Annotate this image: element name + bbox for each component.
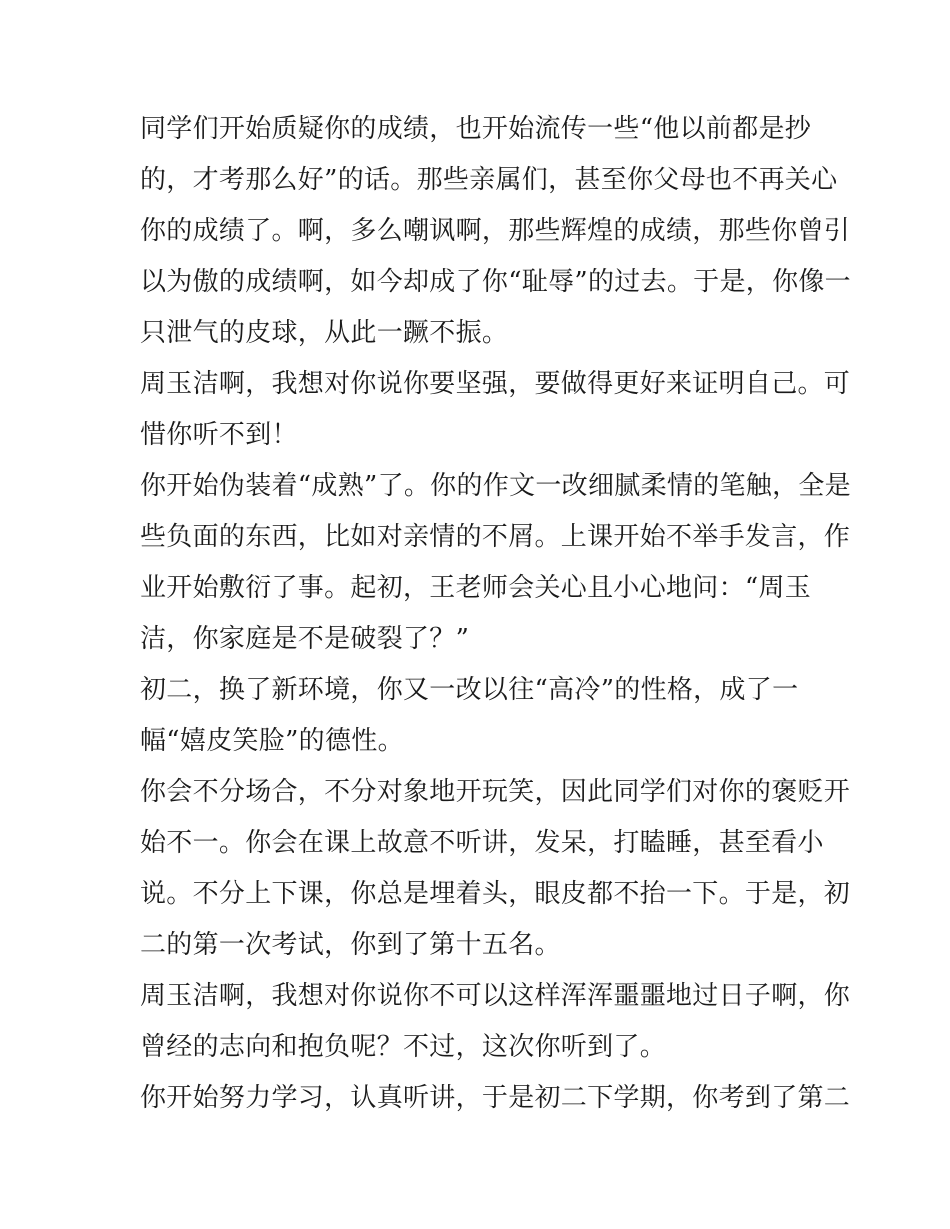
text-line: 你会不分场合，不分对象地开玩笑，因此同学们对你的褒贬开 [140, 777, 851, 807]
text-line: 你的成绩了。啊，多么嘲讽啊，那些辉煌的成绩，那些你曾引 [140, 216, 851, 246]
text-line: 幅“嬉皮笑脸”的德性。 [140, 726, 404, 756]
text-line: 的，才考那么好”的话。那些亲属们，甚至你父母也不再关心 [140, 165, 838, 195]
text-line: 以为傲的成绩啊，如今却成了你“耻辱”的过去。于是，你像一 [140, 267, 851, 297]
text-line: 同学们开始质疑你的成绩，也开始流传一些“他以前都是抄 [140, 114, 812, 144]
text-line: 你开始伪装着“成熟”了。你的作文一改细腻柔情的笔触，全是 [140, 471, 851, 501]
text-line: 曾经的志向和抱负呢？不过，这次你听到了。 [140, 1032, 667, 1062]
text-line: 业开始敷衍了事。起初，王老师会关心且小心地问：“周玉 [140, 573, 812, 603]
text-line: 些负面的东西，比如对亲情的不屑。上课开始不举手发言，作 [140, 522, 851, 552]
text-line: 惜你听不到！ [140, 420, 298, 450]
text-line: 二的第一次考试，你到了第十五名。 [140, 930, 561, 960]
text-line: 周玉洁啊，我想对你说你要坚强，要做得更好来证明自己。可 [140, 369, 851, 399]
text-line: 只泄气的皮球，从此一蹶不振。 [140, 318, 509, 348]
text-line: 初二，换了新环境，你又一改以往“高冷”的性格，成了一 [140, 675, 799, 705]
text-line: 周玉洁啊，我想对你说你不可以这样浑浑噩噩地过日子啊，你 [140, 981, 851, 1011]
text-line: 说。不分上下课，你总是埋着头，眼皮都不抬一下。于是，初 [140, 879, 851, 909]
text-line: 始不一。你会在课上故意不听讲，发呆，打瞌睡，甚至看小 [140, 828, 824, 858]
text-line: 洁，你家庭是不是破裂了？” [140, 624, 470, 654]
text-line: 你开始努力学习，认真听讲，于是初二下学期，你考到了第二 [140, 1083, 851, 1113]
document-body [140, 108, 851, 1128]
